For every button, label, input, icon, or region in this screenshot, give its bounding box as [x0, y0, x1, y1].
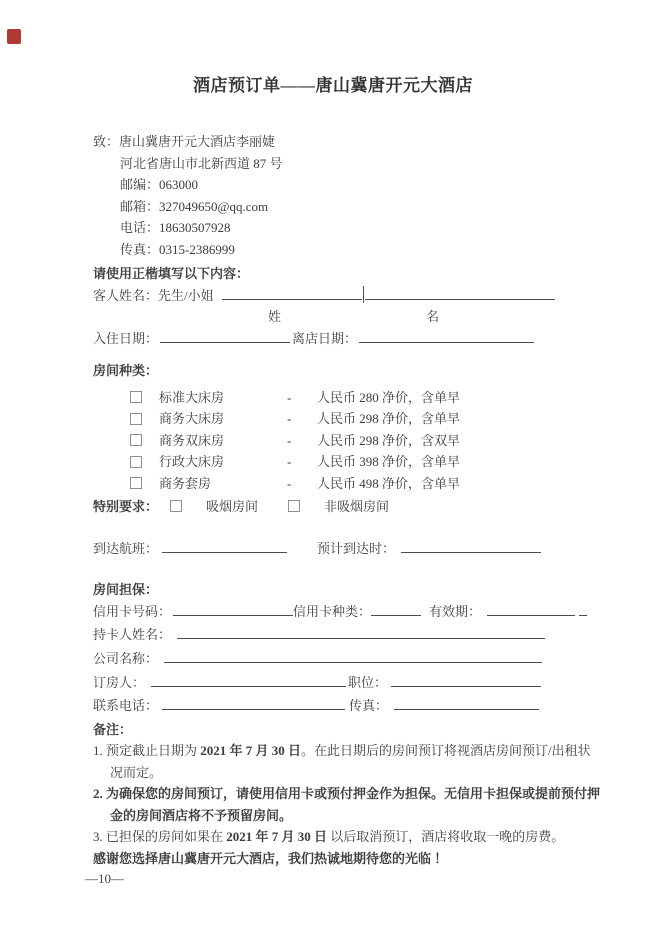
room-type-row — [93, 387, 593, 409]
room-name: 商务大床房 — [159, 411, 225, 426]
note-text-segment: 2. 为确保您的房间预订，请使用信用卡或预付押金作为担保。无信用卡担保或提前预付押金的房间酒店将不予预留房间。 — [93, 786, 601, 823]
email-value: 327049650@qq.com — [159, 198, 269, 214]
fax-label: 传真： — [120, 241, 160, 257]
room-price: 人民币 298 净价，含单早 — [317, 411, 461, 426]
note-item — [93, 826, 600, 848]
contact-row — [93, 695, 593, 717]
postal-label: 邮编： — [120, 177, 160, 192]
email-line — [93, 196, 593, 218]
checkout-label: 离店日期： — [292, 330, 358, 346]
hotel-contact: 唐山冀唐开元大酒店李丽婕 — [119, 134, 276, 149]
room-dash: - — [287, 475, 292, 491]
guarantee-fax-label: 传真： — [349, 698, 389, 714]
room-name: 商务套房 — [159, 475, 212, 491]
checkin-blank — [160, 329, 290, 343]
cardholder-row — [93, 624, 593, 646]
postal-code: 063000 — [159, 177, 199, 192]
room-price: 人民币 498 净价，含单早 — [317, 475, 461, 491]
card-type-blank — [371, 602, 421, 616]
fill-instruction: 请使用正楷填写以下内容： — [93, 266, 250, 281]
room-name: 行政大床房 — [159, 454, 225, 469]
red-marker-icon — [7, 29, 21, 44]
note-item — [93, 740, 600, 783]
fax-line — [93, 239, 593, 261]
checkin-label: 入住日期： — [93, 330, 159, 346]
hotel-address: 河北省唐山市北新西道 87 号 — [120, 155, 283, 171]
room-price: 人民币 398 净价，含单早 — [317, 454, 461, 469]
booker-row — [93, 672, 593, 694]
smoking-label: 吸烟房间 — [206, 499, 259, 514]
notes-list — [93, 740, 601, 848]
room-name: 商务双床房 — [159, 432, 225, 448]
recipient-to-line — [93, 131, 593, 153]
cardholder-blank — [177, 625, 545, 639]
arrival-row — [93, 538, 593, 560]
name-divider — [363, 286, 364, 303]
phone-value: 18630507928 — [159, 220, 231, 235]
note-item — [93, 783, 600, 826]
note-text-segment: 2021 年 7 月 30 日 — [200, 743, 302, 759]
fax-value: 0315-2386999 — [159, 241, 235, 257]
room-type-row — [93, 408, 593, 430]
flight-blank — [162, 539, 287, 553]
arrival-time-label: 预计到达时： — [317, 540, 396, 556]
phone-label: 电话： — [120, 220, 160, 235]
note-text-segment: 1. 预定截止日期为 — [93, 743, 201, 759]
note-text-segment: 。在此日期后的房间预订将视酒店房间预订/出租状况而定。 — [110, 743, 591, 780]
note-text-segment: 2021 年 7 月 30 日 — [226, 829, 328, 845]
smoking-checkbox — [170, 500, 182, 512]
note-text-segment: 3. 已担保的房间如果在 — [93, 829, 227, 845]
room-type-row — [93, 473, 593, 495]
room-checkbox — [130, 477, 142, 489]
special-request-row — [93, 496, 593, 518]
expiry-label: 有效期： — [429, 603, 482, 619]
to-label: 致： — [93, 134, 120, 149]
card-number-blank — [173, 602, 293, 616]
special-request-label: 特别要求： — [93, 499, 159, 514]
email-label: 邮箱： — [120, 198, 160, 214]
notes-heading: 备注： — [93, 721, 133, 737]
guarantee-fax-blank — [394, 696, 539, 710]
non-smoking-label: 非吸烟房间 — [324, 499, 390, 514]
position-label: 职位： — [348, 674, 388, 690]
flight-label: 到达航班： — [93, 540, 159, 556]
room-dash: - — [287, 389, 292, 405]
salutation: 先生/小姐 — [158, 287, 214, 303]
name-sublabels — [93, 306, 593, 328]
position-blank — [391, 673, 541, 687]
guest-name-label: 客人姓名： — [93, 287, 159, 303]
givenname-blank — [365, 286, 555, 300]
card-number-label: 信用卡号码： — [93, 603, 172, 619]
surname-blank — [222, 286, 362, 300]
contact-blank — [162, 696, 345, 710]
company-row — [93, 648, 593, 670]
surname-label: 姓 — [268, 309, 282, 324]
recipient-block — [93, 131, 593, 260]
arrival-time-blank — [401, 539, 541, 553]
card-row — [93, 601, 593, 623]
room-dash: - — [287, 432, 292, 448]
company-label: 公司名称： — [93, 650, 159, 666]
room-checkbox — [130, 413, 142, 425]
page-number: —10— — [85, 871, 124, 886]
thanks-line: 感谢您选择唐山冀唐开元大酒店，我们热诚地期待您的光临 ！ — [93, 850, 448, 866]
non-smoking-checkbox — [288, 500, 300, 512]
company-blank — [164, 649, 542, 663]
room-checkbox — [130, 391, 142, 403]
room-dash: - — [287, 411, 292, 426]
checkout-blank — [359, 329, 534, 343]
booker-label: 订房人： — [93, 674, 146, 690]
document-body — [93, 0, 601, 869]
room-type-row — [93, 430, 593, 452]
card-type-label: 信用卡种类： — [293, 603, 372, 619]
postal-line — [93, 174, 593, 196]
givenname-label: 名 — [426, 309, 440, 324]
room-dash: - — [287, 454, 292, 469]
note-text-segment: 以后取消预订，酒店将收取一晚的房费。 — [327, 829, 565, 845]
room-name: 标准大床房 — [159, 389, 225, 405]
room-types-heading: 房间种类： — [93, 363, 159, 378]
room-checkbox — [130, 434, 142, 446]
expiry-blank-stub — [579, 602, 587, 616]
dates-row — [93, 328, 593, 350]
room-checkbox — [130, 456, 142, 468]
booker-blank — [151, 673, 346, 687]
room-price: 人民币 280 净价，含单早 — [317, 389, 461, 405]
guarantee-heading: 房间担保： — [93, 582, 159, 597]
phone-line — [93, 217, 593, 239]
room-price: 人民币 298 净价，含双早 — [317, 432, 461, 448]
page-title: 酒店预订单——唐山冀唐开元大酒店 — [193, 76, 473, 95]
room-type-row — [93, 451, 593, 473]
room-type-list — [93, 387, 593, 495]
guest-name-row — [93, 285, 593, 307]
expiry-blank — [487, 602, 575, 616]
contact-label: 联系电话： — [93, 698, 159, 714]
cardholder-label: 持卡人姓名： — [93, 627, 172, 643]
